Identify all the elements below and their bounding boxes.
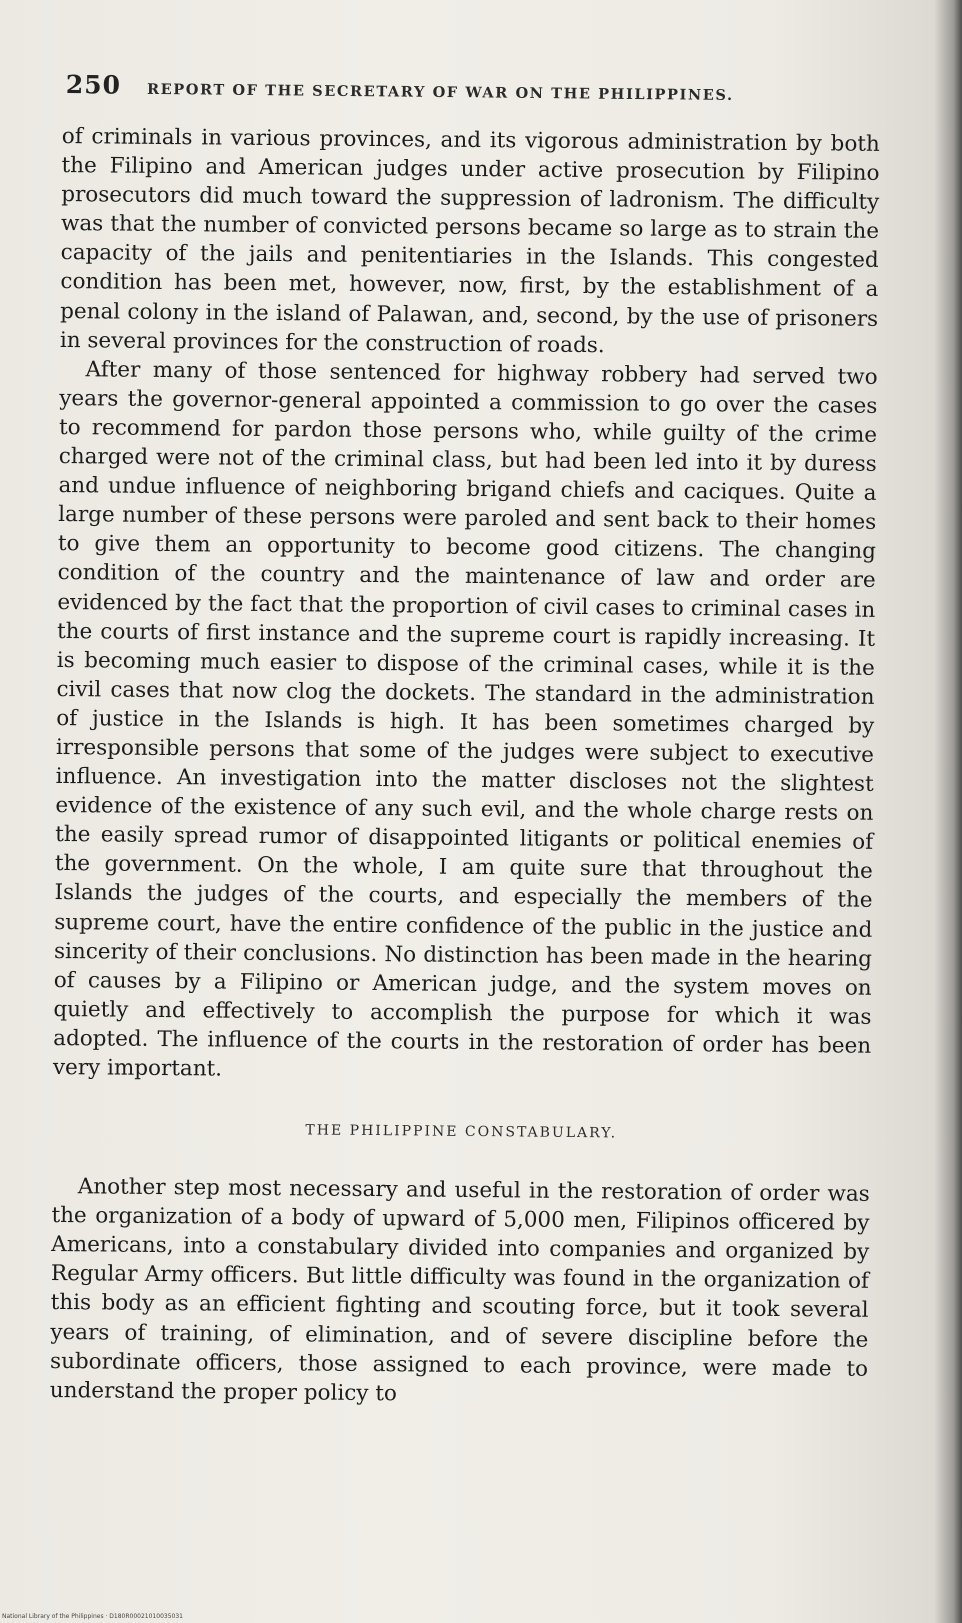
footer-credit: National Library of the Philippines · D180R00021010035031: [2, 1613, 183, 1620]
page-edge-shadow: [934, 0, 962, 1623]
paragraph-pardons-and-courts: After many of those sentenced for highway robbery had served two years the governor-general appointed a commission to go over the cases to recommend for pardon those persons who, while guilty of the crime charged were not of the criminal class, but had been led into it by duress and undue influence of neighboring brigand chiefs and caciques. Quite a large number of these persons were paroled and sent back to their homes to give them an opportunity to become good citizens. The changing condition of the country and the maintenance of law and order are evidenced by the fact that the proportion of civil cases to criminal cases in the courts of first instance and the supreme court is rapidly increasing. It is becoming much easier to dispose of the criminal cases, while it is the civil cases that now clog the dockets. The standard in the administration of justice in the Islands is high. It has been sometimes charged by irresponsible persons that some of the judges were subject to executive influence. An investigation into the matter discloses not the slightest evidence of the existence of any such evil, and the whole charge rests on the easily spread rumor of disappointed litigants or political enemies of the government. On the whole, I am quite sure that throughout the Islands the judges of the courts, and especially the members of the supreme court, have the entire confidence of the public in the justice and sincerity of their conclusions. No distinction has been made in the hearing of causes by a Filipino or American judge, and the system moves on quietly and effectively to accomplish the purpose for which it was adopted. The influence of the courts in the restoration of order has been very important.: [52, 356, 878, 1082]
body-text: [50, 122, 880, 1413]
paragraph-ladronism: of criminals in various provinces, and its vigorous administration by both the Filipino and American judges under active prosecution by Filipino prosecutors did much toward the suppression of ladronism. The difficulty was that the number of convicted persons became so large as to strain the capacity of the jails and penitentiaries in the Islands. This congested condition has been met, however, now, first, by the establishment of a penal colony in the island of Palawan, and, second, by the use of prisoners in several provinces for the construction of roads.: [59, 123, 880, 358]
paragraph-constabulary: Another step most necessary and useful in the restoration of order was the organization of a body of upward of 5,000 men, Filipinos officered by Americans, into a constabulary divided into companies and organized by Regular Army officers. But little difficulty was found in the organization of this body as an efficient fighting and scouting force, but it took several years of training, of elimination, and of severe discipline before the subordinate officers, those assigned to each province, were made to understand the proper policy to: [49, 1174, 870, 1407]
running-title: REPORT OF THE SECRETARY OF WAR ON THE PHILIPPINES.: [146, 80, 734, 104]
running-head: [66, 70, 886, 113]
section-heading-constabulary: THE PHILIPPINE CONSTABULARY.: [305, 1122, 618, 1142]
page-number: 250: [65, 70, 122, 100]
